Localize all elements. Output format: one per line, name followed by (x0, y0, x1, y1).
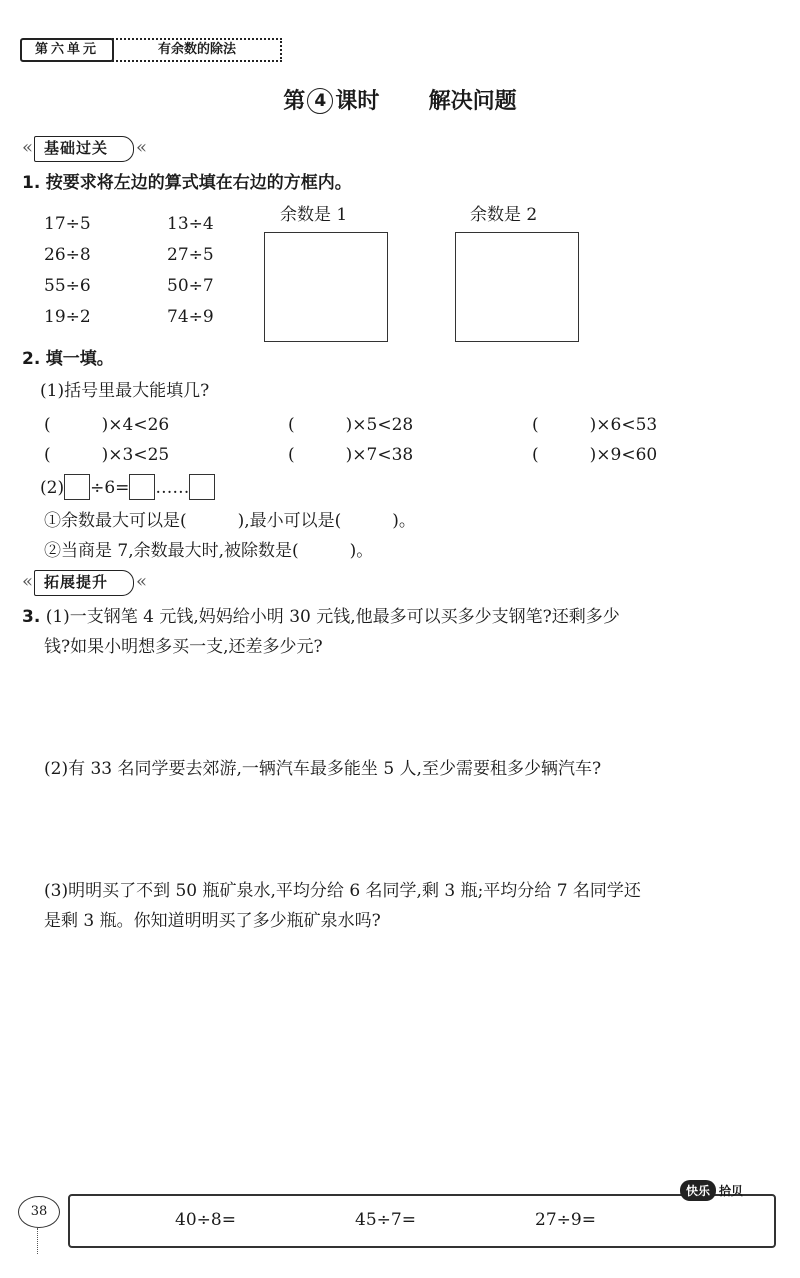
q2-blank-expr[interactable]: ( )×9<60 (532, 445, 658, 465)
unit-tab: 第六单元 (20, 38, 114, 62)
q2-sub1: ①余数最大可以是( ),最小可以是( )。 (44, 511, 416, 531)
chevron-left-icon: « (22, 571, 34, 592)
q2-blank-expr[interactable]: ( )×5<28 (288, 415, 414, 435)
lesson-title (0, 84, 800, 115)
section-basic-tag (22, 136, 162, 162)
q2-part2-dots: …… (155, 478, 190, 498)
footer-expr: 40÷8= (175, 1210, 236, 1230)
q3-part1-text: (1)一支钢笔 4 元钱,妈妈给小明 30 元钱,他最多可以买多少支钢笔?还剩多少 (45, 607, 620, 627)
q3-part1-line1 (22, 604, 620, 630)
footer-expr: 27÷9= (535, 1210, 596, 1230)
q1-expr: 55÷6 (44, 276, 91, 296)
q2-number: 2. (22, 349, 41, 369)
footer-expr: 45÷7= (355, 1210, 416, 1230)
q1-expr: 17÷5 (44, 214, 91, 234)
lesson-number: 4 (307, 88, 333, 114)
q1-prompt (22, 170, 352, 196)
q1-expr: 13÷4 (167, 214, 214, 234)
q3-part3-line1: (3)明明买了不到 50 瓶矿泉水,平均分给 6 名同学,剩 3 瓶;平均分给 7 名同学还 (44, 881, 641, 901)
dividend-box[interactable] (64, 474, 90, 500)
brand-logo (680, 1180, 743, 1201)
q3-part1-line2: 钱?如果小明想多买一支,还差多少元? (44, 637, 323, 657)
remainder-2-box[interactable] (455, 232, 579, 342)
brand-text: 拾贝 (719, 1184, 744, 1198)
q1-expr: 74÷9 (167, 307, 214, 327)
lesson-prefix: 第 (283, 89, 306, 114)
unit-title: 有余数的除法 (112, 38, 282, 62)
q1-number: 1. (22, 173, 41, 193)
q3-number: 3. (22, 607, 41, 627)
q2-text: 填一填。 (45, 349, 114, 369)
q2-part2-label: (2) (40, 478, 65, 498)
q2-blank-expr[interactable]: ( )×4<26 (44, 415, 170, 435)
box2-label: 余数是 2 (470, 205, 538, 225)
chevron-left-icon: « (22, 137, 34, 158)
q2-prompt (22, 346, 114, 372)
footer-divider (37, 1228, 38, 1254)
chevron-left-icon: « (136, 137, 148, 158)
q2-blank-expr[interactable]: ( )×3<25 (44, 445, 170, 465)
lesson-topic: 解决问题 (428, 89, 517, 114)
lesson-suffix: 课时 (335, 89, 380, 114)
chevron-left-icon: « (136, 571, 148, 592)
q2-blank-expr[interactable]: ( )×6<53 (532, 415, 658, 435)
brand-bubble: 快乐 (680, 1180, 716, 1201)
page-number: 38 (18, 1196, 60, 1228)
q1-text: 按要求将左边的算式填在右边的方框内。 (45, 173, 352, 193)
q1-expr: 27÷5 (167, 245, 214, 265)
q2-part2 (40, 474, 215, 500)
quotient-box[interactable] (129, 474, 155, 500)
q1-expr: 19÷2 (44, 307, 91, 327)
q1-expr: 26÷8 (44, 245, 91, 265)
remainder-1-box[interactable] (264, 232, 388, 342)
q2-blank-expr[interactable]: ( )×7<38 (288, 445, 414, 465)
box1-label: 余数是 1 (280, 205, 348, 225)
q2-sub2: ②当商是 7,余数最大时,被除数是( )。 (44, 541, 374, 561)
q3-part2: (2)有 33 名同学要去郊游,一辆汽车最多能坐 5 人,至少需要租多少辆汽车? (44, 759, 602, 779)
q1-expr: 50÷7 (167, 276, 214, 296)
section-extend-tag (22, 570, 162, 596)
q2-part1: (1)括号里最大能填几? (40, 381, 210, 401)
section-extend-label: 拓展提升 (44, 573, 109, 591)
section-basic-label: 基础过关 (44, 139, 109, 157)
q3-part3-line2: 是剩 3 瓶。你知道明明买了多少瓶矿泉水吗? (44, 911, 381, 931)
remainder-box[interactable] (189, 474, 215, 500)
q2-part2-op: ÷6= (90, 478, 130, 498)
